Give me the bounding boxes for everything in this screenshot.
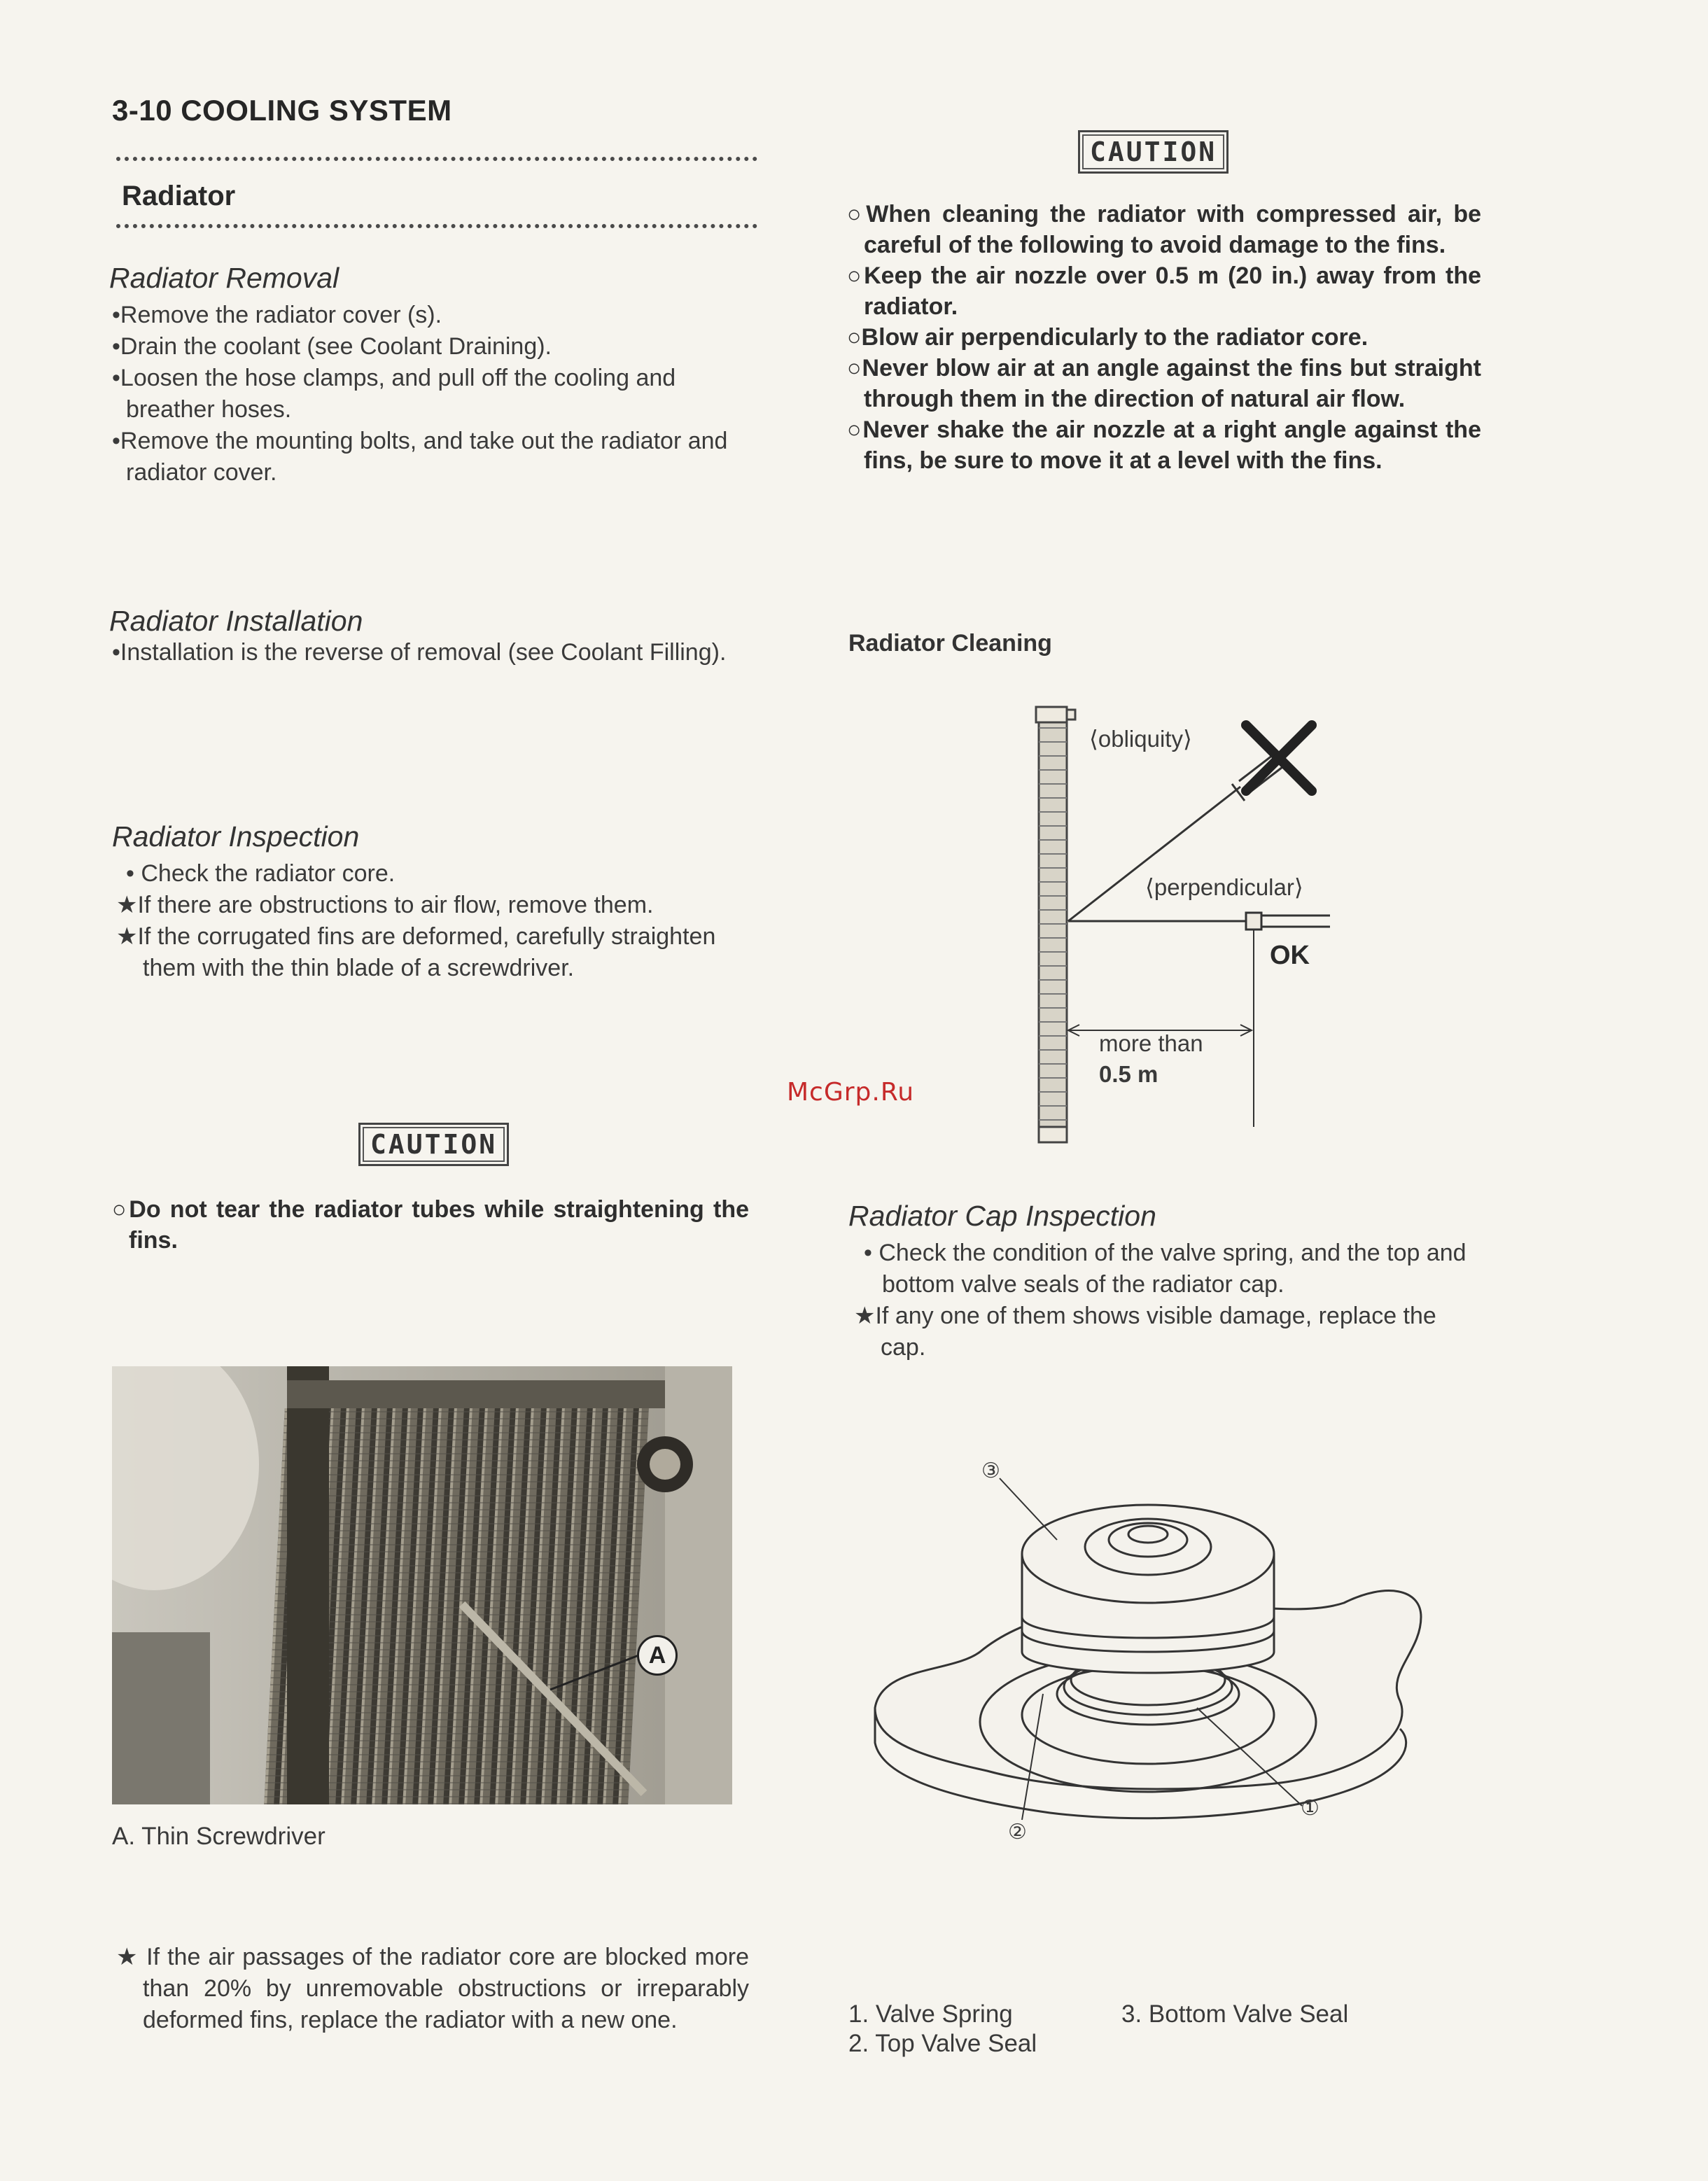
blocked-note-text: ★ If the air passages of the radiator core are blocked more than 20% by unremovable obstructions or irreparably deformed fins, replace the radiator with a new one. (116, 1944, 749, 2033)
cap-callout-1: ① (1301, 1797, 1320, 1820)
perpendicular-label: ⟨perpendicular⟩ (1145, 874, 1303, 900)
cap-inspection-item: • Check the condition of the valve spring, and the top and bottom valve seals of the radiator cap. (864, 1240, 1466, 1298)
cap-inspection-item: ★If any one of them shows visible damage, replace the cap. (854, 1303, 1436, 1361)
radiator-photo (112, 1366, 732, 1804)
removal-item: •Remove the radiator cover (s). (112, 302, 442, 328)
removal-heading: Radiator Removal (109, 262, 340, 294)
cap-inspection-heading: Radiator Cap Inspection (848, 1200, 1156, 1232)
removal-item: •Loosen the hose clamps, and pull off the cooling and breather hoses. (112, 365, 676, 423)
oblique-airflow-line (1068, 787, 1240, 921)
inspection-item: ★If there are obstructions to air flow, remove them. (116, 892, 654, 918)
caution-right-item: ○Blow air perpendicularly to the radiator core. (847, 324, 1368, 351)
inspection-item: • Check the radiator core. (126, 860, 396, 887)
distance-label: 0.5 m (1099, 1061, 1158, 1087)
removal-item: •Remove the mounting bolts, and take out the radiator and radiator cover. (112, 428, 728, 486)
header-dotted-rule (116, 157, 757, 161)
inspection-heading: Radiator Inspection (112, 820, 360, 853)
blocked-note (116, 1942, 749, 2036)
radiator-bottom-tank (1039, 1127, 1067, 1142)
cap-inspection-list (854, 1237, 1484, 1363)
caution-left-item: ○Do not tear the radiator tubes while straightening the fins. (112, 1196, 749, 1254)
watermark-text: McGrp.Ru (787, 1078, 915, 1107)
caution-right-item: ○Never blow air at an angle against the fins but straight through them in the direction of natural air flow. (847, 355, 1481, 412)
radiator-photo-illustration (112, 1366, 732, 1804)
ok-label: OK (1270, 941, 1310, 970)
photo-callout-a: A (637, 1635, 678, 1676)
section-dotted-rule (116, 224, 757, 228)
removal-list (112, 300, 763, 489)
perpendicular-nozzle-tip (1246, 913, 1261, 930)
cap-callout-3: ③ (981, 1459, 1000, 1482)
inspection-item: ★If the corrugated fins are deformed, carefully straighten them with the thin blade of a screwdriver. (116, 923, 716, 981)
cleaning-diagram (1029, 700, 1358, 1148)
caution-right-list (847, 199, 1481, 476)
radiator-filler-neck (1067, 710, 1075, 720)
page-header-title: 3-10 COOLING SYSTEM (112, 94, 452, 127)
radiator-cap-diagram (868, 1442, 1442, 1862)
photo-caption: A. Thin Screwdriver (112, 1823, 326, 1850)
more-than-label: more than (1099, 1030, 1203, 1056)
removal-item: •Drain the coolant (see Coolant Draining). (112, 333, 552, 360)
obliquity-label: ⟨obliquity⟩ (1089, 726, 1192, 752)
callout-3-leader (1000, 1478, 1057, 1540)
section-title: Radiator (122, 181, 236, 211)
caution-right-item: ○Never shake the air nozzle at a right angle against the fins, be sure to move it at a level with the fins. (847, 416, 1481, 474)
installation-heading: Radiator Installation (109, 605, 363, 637)
inspection-list (116, 858, 753, 984)
cleaning-figure-title: Radiator Cleaning (848, 630, 1052, 657)
caution-left-text (112, 1194, 749, 1256)
caution-right-label: CAUTION (1078, 130, 1228, 174)
caution-right-item: ○Keep the air nozzle over 0.5 m (20 in.) away from the radiator. (847, 262, 1481, 320)
caution-right-item: ○When cleaning the radiator with compressed air, be careful of the following to avoid damage to the fins. (847, 201, 1481, 258)
cap-legend-1: 1. Valve Spring (848, 2000, 1013, 2028)
installation-list (112, 637, 749, 668)
caution-left-label: CAUTION (358, 1123, 509, 1166)
cap-legend-2: 2. Top Valve Seal (848, 2030, 1037, 2057)
cap-callout-2: ② (1008, 1821, 1027, 1844)
installation-item: •Installation is the reverse of removal (see Coolant Filling). (112, 639, 727, 666)
radiator-top-tank (1036, 707, 1067, 722)
cap-legend-3: 3. Bottom Valve Seal (1121, 2000, 1349, 2028)
